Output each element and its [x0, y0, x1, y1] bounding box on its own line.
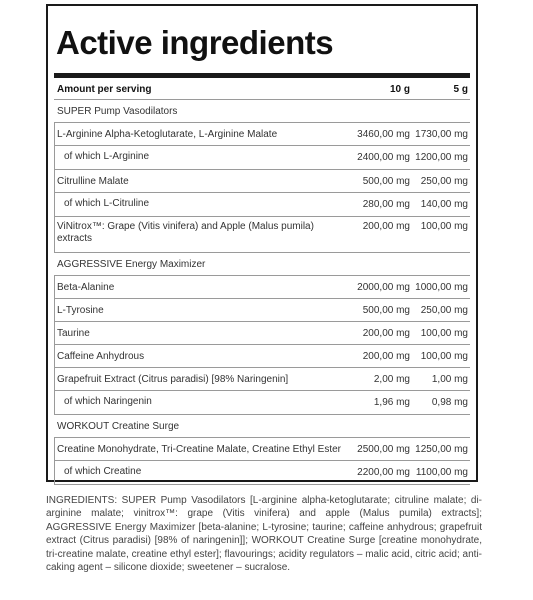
- section-label: AGGRESSIVE Energy Maximizer: [57, 259, 206, 270]
- table-row: [54, 345, 470, 368]
- table-row: [54, 276, 470, 299]
- nutrition-panel: [46, 4, 478, 482]
- panel-title: Active ingredients: [56, 24, 334, 61]
- amount-5g: 140,00 mg: [420, 199, 468, 210]
- table-row: [54, 170, 470, 193]
- amount-10g: 1,96 mg: [373, 397, 410, 408]
- ingredient-name: Taurine: [57, 328, 90, 339]
- ingredient-name: of which L-Citruline: [64, 198, 150, 209]
- amount-5g: 250,00 mg: [420, 176, 468, 187]
- section-label: WORKOUT Creatine Surge: [57, 421, 180, 432]
- amount-10g: 200,00 mg: [362, 221, 410, 232]
- header-col-5g: 5 g: [453, 84, 468, 95]
- table-row: [54, 193, 470, 217]
- section-row: [54, 100, 470, 123]
- row-left-border: [54, 299, 55, 321]
- ingredient-name: of which Creatine: [64, 466, 142, 477]
- row-left-border: [54, 345, 55, 367]
- amount-5g: 1250,00 mg: [415, 444, 468, 455]
- amount-10g: 3460,00 mg: [357, 129, 410, 140]
- table-row: [54, 299, 470, 322]
- ingredient-name: ViNitrox™: Grape (Vitis vinifera) and Apple (Malus pumila) extracts: [57, 221, 314, 244]
- row-left-border: [54, 170, 55, 192]
- amount-10g: 2200,00 mg: [357, 467, 410, 478]
- amount-5g: 0,98 mg: [431, 397, 468, 408]
- amount-10g: 2400,00 mg: [357, 152, 410, 163]
- row-left-border: [54, 461, 55, 484]
- amount-10g: 280,00 mg: [362, 199, 410, 210]
- table-header-row: [54, 78, 470, 100]
- row-left-border: [54, 438, 55, 460]
- ingredient-name: Creatine Monohydrate, Tri-Creatine Malate, Creatine Ethyl Ester: [57, 444, 342, 455]
- ingredient-name: L-Arginine Alpha-Ketoglutarate, L-Arginine Malate: [57, 129, 278, 140]
- ingredients-table: [54, 78, 470, 485]
- section-row: [54, 415, 470, 438]
- amount-10g: 200,00 mg: [362, 328, 410, 339]
- ingredient-name: Beta-Alanine: [57, 282, 115, 293]
- amount-10g: 500,00 mg: [362, 176, 410, 187]
- amount-5g: 100,00 mg: [420, 221, 468, 232]
- header-col-10g: 10 g: [389, 84, 410, 95]
- ingredients-paragraph: INGREDIENTS: SUPER Pump Vasodilators [L-arginine alpha-ketoglutarate; citruline malate; di-arginine malate; vinitrox™: grape (Vitis vinifera) and apple (Malus pumila) extracts]; AGGRESSIVE Energy Maximizer [beta-alanine; L-tyrosine; taurine; caffeine anhydrous; grapefruit extract (Citrus paradisi) [98% of naringenin]]; WORKOUT Creatine Surge [creatine monohydrate, tri-creatine malate, creatine ethyl ester]; flavourings; acidity regulators – malic acid, citric acid; anti-caking agent – silicone dioxide; sweetener – sucralose.: [46, 495, 482, 574]
- ingredient-name: Caffeine Anhydrous: [57, 351, 145, 362]
- amount-5g: 100,00 mg: [420, 328, 468, 339]
- amount-5g: 100,00 mg: [420, 351, 468, 362]
- row-left-border: [54, 146, 55, 169]
- amount-10g: 2000,00 mg: [357, 282, 410, 293]
- amount-10g: 500,00 mg: [362, 305, 410, 316]
- ingredient-name: Citrulline Malate: [57, 176, 129, 187]
- row-left-border: [54, 276, 55, 298]
- section-row: [54, 253, 470, 276]
- table-row: [54, 461, 470, 485]
- table-row: [54, 217, 470, 253]
- amount-5g: 1100,00 mg: [415, 467, 468, 478]
- table-row: [54, 146, 470, 170]
- table-row: [54, 391, 470, 415]
- header-amount-per-serving: Amount per serving: [57, 84, 152, 95]
- row-left-border: [54, 368, 55, 390]
- table-row: [54, 438, 470, 461]
- row-left-border: [54, 217, 55, 252]
- ingredient-name: of which L-Arginine: [64, 151, 150, 162]
- section-label: SUPER Pump Vasodilators: [57, 106, 178, 117]
- amount-5g: 250,00 mg: [420, 305, 468, 316]
- amount-10g: 2500,00 mg: [357, 444, 410, 455]
- amount-5g: 1200,00 mg: [415, 152, 468, 163]
- amount-5g: 1730,00 mg: [415, 129, 468, 140]
- table-row: [54, 368, 470, 391]
- ingredient-name: of which Naringenin: [64, 396, 152, 407]
- ingredient-name: L-Tyrosine: [57, 305, 104, 316]
- ingredient-name: Grapefruit Extract (Citrus paradisi) [98% Naringenin]: [57, 374, 289, 385]
- row-left-border: [54, 193, 55, 216]
- row-left-border: [54, 123, 55, 145]
- amount-5g: 1000,00 mg: [415, 282, 468, 293]
- table-row: [54, 322, 470, 345]
- amount-10g: 200,00 mg: [362, 351, 410, 362]
- row-left-border: [54, 322, 55, 344]
- row-left-border: [54, 391, 55, 414]
- amount-10g: 2,00 mg: [373, 374, 410, 385]
- table-row: [54, 123, 470, 146]
- amount-5g: 1,00 mg: [431, 374, 468, 385]
